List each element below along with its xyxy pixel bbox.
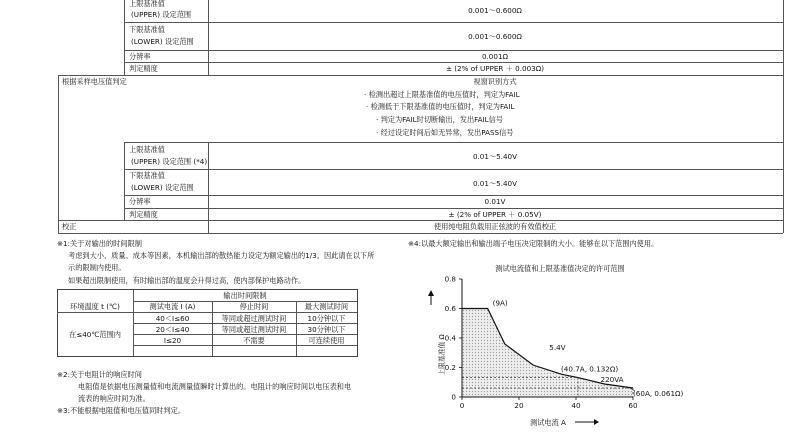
table-cell: 20＜I≤40 — [155, 325, 190, 334]
y-axis-label: 上限基准值 Ω — [438, 334, 446, 376]
x-axis-label: 测试电流 A — [530, 418, 566, 427]
header-max-test-time: 最大测试时间 — [304, 302, 349, 311]
judge-bullet-2: · 检测低于下限基准值的电压值时，判定为FAIL — [366, 102, 515, 111]
v-lower-ref-range-label: (LOWER) 设定范围 — [131, 183, 194, 192]
v-lower-ref-label: 下限基准值 — [129, 171, 165, 180]
note-1-title: ※1:关于对输出的时间限制 — [57, 239, 142, 248]
x-tick-label: 0 — [459, 401, 465, 410]
v-accuracy-label: 判定精度 — [129, 210, 158, 219]
x-tick-label: 40 — [571, 401, 581, 410]
v-upper-ref-value: 0.01～5.40V — [472, 152, 518, 161]
lower-ref-value: 0.001～0.600Ω — [468, 32, 522, 41]
window-method: 视窗识别方式 — [473, 77, 517, 86]
annotation-5-4v: 5.4V — [549, 343, 566, 353]
v-resolution-value: 0.01V — [484, 197, 506, 206]
upper-ref-label: 上限基准值 — [129, 0, 165, 8]
annotation-60a: (60A, 0.061Ω) — [633, 389, 684, 399]
annotation-9a: (9A) — [492, 298, 508, 308]
table-cell: 等同或超过测试时间 — [221, 325, 287, 334]
note-2-text: 电阻值是依据电压测量值和电流测量值瞬时计算出的。电阻计的响应时间以电压表和电 — [78, 382, 352, 391]
table-cell: 等同或超过测试时间 — [221, 314, 287, 323]
time-table-title: 输出时间限制 — [223, 291, 267, 300]
table-cell: 10分钟以下 — [307, 314, 346, 323]
v-lower-ref-value: 0.01～5.40V — [472, 179, 518, 188]
resolution-label: 分辨率 — [129, 52, 151, 61]
upper-ref-value: 0.001～0.600Ω — [468, 6, 522, 15]
table-cell: 30分钟以下 — [307, 325, 346, 334]
table-cell: 可连续使用 — [308, 336, 345, 345]
calibration-label: 校正 — [62, 222, 77, 231]
annotation-220va: 220VA — [600, 375, 624, 385]
note-2-title: ※2:关于电阻计的响应时间 — [57, 370, 142, 379]
note-1-text: 考虑到大小、质量、成本等因素，本机输出部的散热能力设定为额定输出的1/3。因此请在以下所 — [68, 251, 375, 260]
chart-title: 测试电流值和上限基准值决定的许可范围 — [495, 264, 625, 273]
upper-ref-range-label: (UPPER) 设定范围 — [131, 10, 192, 19]
note-1-text-cont: 示的限制内使用。 — [68, 263, 126, 272]
lower-ref-label: 下限基准值 — [129, 25, 165, 34]
voltage-section-label: 根据采样电压值判定 — [62, 77, 127, 86]
v-upper-ref-label: 上限基准值 — [129, 145, 165, 154]
y-tick-label: 0 — [451, 392, 456, 402]
y-tick-label: 0.6 — [444, 304, 456, 313]
header-test-current: 测试电流 I (A) — [149, 302, 196, 311]
judge-bullet-3: · 判定为FAIL时切断输出，发出FAIL信号 — [376, 115, 504, 124]
judge-bullet-1: · 检测出超过上限基准值的电压值时，判定为FAIL — [364, 90, 520, 99]
table-cell: 40＜I≤60 — [155, 314, 190, 323]
y-tick-label: 0.4 — [444, 333, 456, 343]
header-stop-time: 停止时间 — [239, 302, 269, 311]
temperature-cell: 在≤40℃范围内 — [69, 330, 121, 339]
x-axis-arrowhead — [594, 419, 599, 425]
resolution-value: 0.001Ω — [481, 52, 509, 61]
y-tick-label: 0.8 — [444, 274, 456, 284]
lower-ref-range-label: (LOWER) 设定范围 — [131, 37, 194, 46]
y-axis-arrowhead — [428, 290, 434, 296]
v-upper-ref-range-label: (UPPER) 设定范围 (*4) — [131, 157, 208, 166]
accuracy-label: 判定精度 — [129, 64, 158, 73]
table-cell: 不需要 — [243, 336, 265, 345]
x-tick-label: 60 — [628, 401, 638, 410]
x-tick-label: 20 — [514, 401, 524, 410]
annotation-40-7a: (40.7A, 0.132Ω) — [560, 364, 619, 374]
judge-bullet-4: · 经过设定时间后如无异常，发出PASS信号 — [376, 128, 514, 137]
note-1-warning: 如果超出限制使用，有时输出部的温度会升得过高，使内部保护电路动作。 — [68, 276, 306, 285]
note-3: ※3:不能根据电阻值和电压值同时判定。 — [57, 406, 186, 415]
v-accuracy-value: ± (2% of UPPER ＋ 0.05V) — [448, 210, 542, 219]
header-temperature: 环境温度 t (℃) — [70, 302, 120, 311]
note-2-text-cont: 流表的响应时间为准。 — [78, 394, 150, 403]
v-resolution-label: 分辨率 — [129, 197, 151, 206]
table-cell: I≤20 — [163, 336, 182, 345]
note-4: ※4:以最大额定输出和输出端子电压决定限制的大小。能够在以下范围内使用。 — [408, 239, 659, 248]
calibration-value: 使用纯电阻负载用正弦波的有效值校正 — [433, 222, 557, 231]
y-tick-label: 0.2 — [444, 363, 456, 372]
accuracy-value: ± (2% of UPPER ＋ 0.003Ω) — [445, 64, 545, 73]
